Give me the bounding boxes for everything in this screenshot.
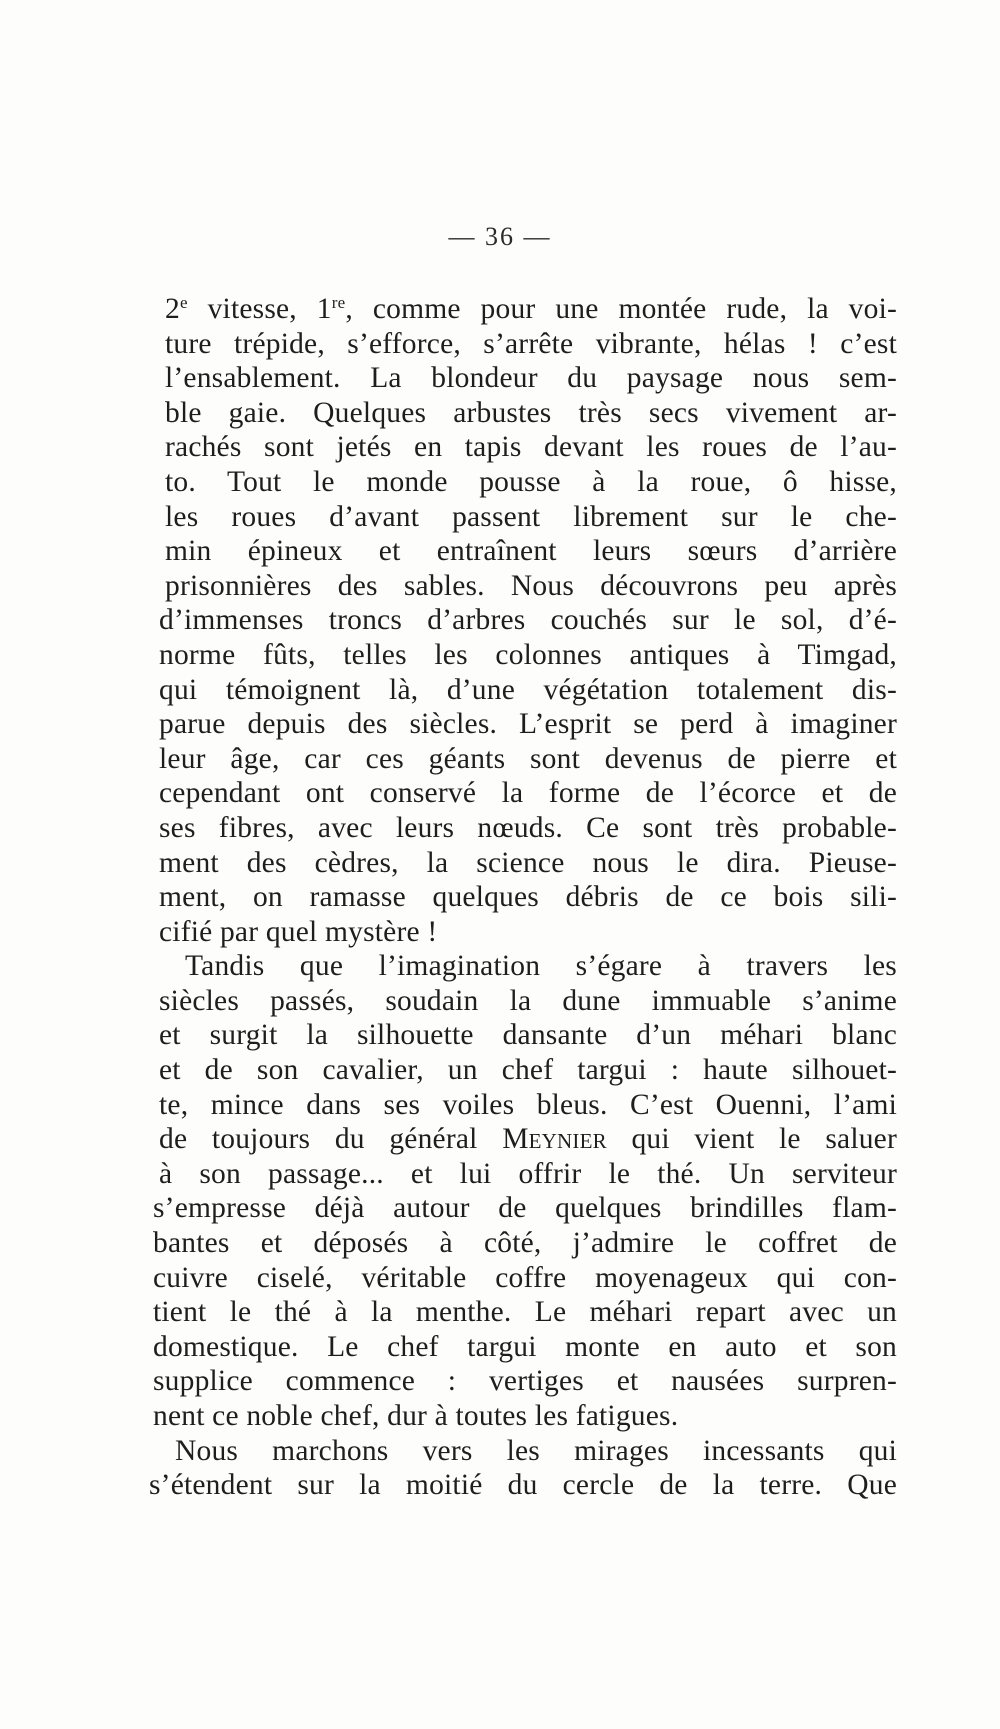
text-line-21: siècles passés, soudain la dune immuable s’anime [159, 984, 897, 1017]
text-line-12: qui témoignent là, d’une végétation totalement dis- [159, 673, 897, 706]
text-line-1: 2e vitesse, 1re, comme pour une montée rude, la voi- [165, 293, 897, 325]
text-line-26: à son passage... et lui offrir le thé. Un serviteur [159, 1157, 897, 1190]
text-line-24: te, mince dans ses voiles bleus. C’est Ouenni, l’ami [159, 1088, 897, 1121]
text-line-16: ses fibres, avec leurs nœuds. Ce sont très probable- [159, 811, 897, 844]
text-line-29: cuivre ciselé, véritable coffre moyenageux qui con- [153, 1261, 897, 1294]
text-line-34: Nous marchons vers les mirages incessants qui [175, 1434, 897, 1467]
text-line-33: nent ce noble chef, dur à toutes les fatigues. [153, 1400, 679, 1432]
text-line-15: cependant ont conservé la forme de l’écorce et de [159, 777, 897, 810]
text-line-4: ble gaie. Quelques arbustes très secs vivement ar- [165, 396, 897, 429]
text-line-2: ture trépide, s’efforce, s’arrête vibrante, hélas ! c’est [165, 327, 897, 360]
text-line-22: et surgit la silhouette dansante d’un méhari blanc [159, 1019, 897, 1052]
text-line-18: ment, on ramasse quelques débris de ce bois sili- [159, 881, 897, 914]
text-line-17: ment des cèdres, la science nous le dira. Pieuse- [159, 846, 897, 879]
text-line-13: parue depuis des siècles. L’esprit se perd à imaginer [159, 708, 897, 741]
text-line-27: s’empresse déjà autour de quelques brindilles flam- [153, 1192, 897, 1225]
text-line-11: norme fûts, telles les colonnes antiques à Timgad, [159, 638, 897, 671]
text-line-14: leur âge, car ces géants sont devenus de pierre et [159, 742, 897, 775]
name-meynier: Meynier [502, 1123, 607, 1156]
text-line-8: min épineux et entraînent leurs sœurs d’arrière [165, 535, 897, 568]
text-line-3: l’ensablement. La blondeur du paysage nous sem- [165, 362, 897, 395]
page-number: — 36 — [448, 222, 552, 251]
text-line-7: les roues d’avant passent librement sur le che- [165, 500, 897, 533]
text-line-35: s’étendent sur la moitié du cercle de la terre. Que [149, 1469, 897, 1502]
text-line-28: bantes et déposés à côté, j’admire le coffret de [153, 1227, 897, 1260]
text-line-30: tient le thé à la menthe. Le méhari repart avec un [153, 1296, 897, 1329]
text-line-32: supplice commence : vertiges et nausées surpren- [153, 1365, 897, 1398]
text-line-20: Tandis que l’imagination s’égare à travers les [185, 950, 897, 983]
ordinal-2e: 2e [165, 293, 188, 325]
text-line-19: cifié par quel mystère ! [159, 915, 438, 948]
text-line-31: domestique. Le chef targui monte en auto et son [153, 1330, 897, 1363]
text-line-10: d’immenses troncs d’arbres couchés sur le sol, d’é- [159, 604, 897, 637]
body-text [149, 292, 897, 1503]
text-line-23: et de son cavalier, un chef targui : haute silhouet- [159, 1054, 897, 1087]
text-line-5: rachés sont jetés en tapis devant les roues de l’au- [165, 431, 897, 464]
text-line-25: de toujours du général Meynier qui vient le saluer [159, 1123, 897, 1156]
text-line-9: prisonnières des sables. Nous découvrons peu après [165, 569, 897, 602]
text-line-6: to. Tout le monde pousse à la roue, ô hisse, [165, 465, 897, 498]
